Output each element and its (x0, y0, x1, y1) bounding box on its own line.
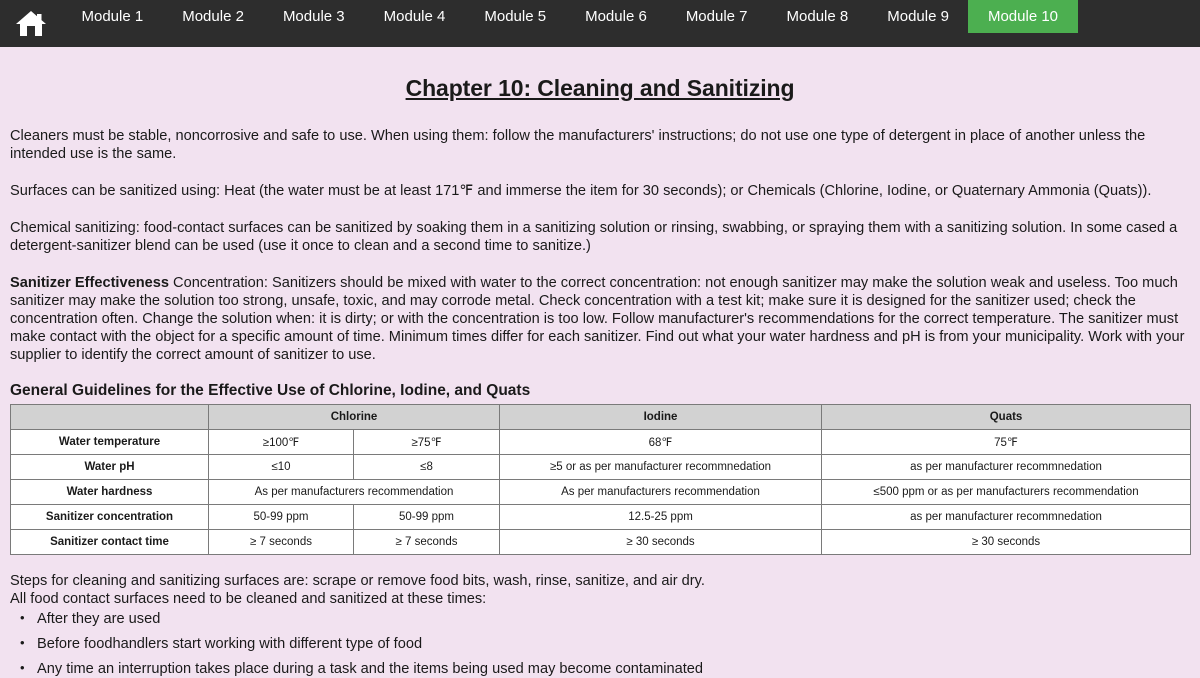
nav-item-module-10[interactable]: Module 10 (968, 0, 1077, 33)
paragraph-chemical-sanitizing (10, 219, 1190, 255)
table-row (11, 430, 1191, 455)
module-nav-list (62, 0, 1078, 47)
cell-chlorine-a: ≤10 (209, 455, 354, 480)
page-content (0, 75, 1200, 678)
steps-line-1: Steps for cleaning and sanitizing surfaces are: scrape or remove food bits, wash, rinse, sanitize, and air dry. (10, 573, 705, 589)
nav-item-module-8[interactable]: Module 8 (786, 8, 849, 25)
nav-item-module-4[interactable]: Module 4 (383, 8, 446, 25)
table-header (11, 405, 1191, 430)
table-row (11, 505, 1191, 530)
cell-chlorine-b: ≥ 7 seconds (354, 530, 500, 555)
cleaning-times-list (10, 610, 1190, 678)
cell-chlorine-b: ≤8 (354, 455, 500, 480)
table-caption: General Guidelines for the Effective Use of Chlorine, Iodine, and Quats (10, 382, 531, 399)
list-item: • Any time an interruption takes place during a task and the items being used may become contaminated (37, 660, 1190, 678)
cell-chlorine-a: ≥100℉ (209, 430, 354, 455)
table-row (11, 455, 1191, 480)
nav-item-module-6[interactable]: Module 6 (585, 8, 647, 25)
guidelines-table (10, 404, 1191, 555)
paragraph-chemical-sanitizing-text: Chemical sanitizing: food-contact surfaces can be sanitized by soaking them in a sanitizing solution or rinsing, swabbing, or spraying them with a sanitizing solution. In some cased a detergent-sanitizer blend can be used (use it once to clean and a second time to sanitize.) (10, 220, 1178, 254)
cell-quats: 75℉ (822, 430, 1191, 455)
top-navigation-bar (0, 0, 1200, 47)
sanitizer-effectiveness-lead: Sanitizer Effectiveness (10, 275, 169, 291)
cell-iodine: ≥ 30 seconds (500, 530, 822, 555)
list-item: • Before foodhandlers start working with different type of food (37, 635, 1190, 653)
home-icon[interactable] (0, 0, 62, 47)
paragraph-sanitizer-effectiveness (10, 274, 1190, 364)
cell-chlorine-b: ≥75℉ (354, 430, 500, 455)
table-body (11, 430, 1191, 555)
table-header-row (11, 405, 1191, 430)
page-title: Chapter 10: Cleaning and Sanitizing (405, 75, 795, 101)
cell-iodine: 68℉ (500, 430, 822, 455)
cell-iodine: ≥5 or as per manufacturer recommnedation (500, 455, 822, 480)
row-label-sanitizer-concentration: Sanitizer concentration (11, 505, 209, 530)
paragraph-surfaces-sanitizing: Surfaces can be sanitized using: Heat (the water must be at least 171℉ and immerse the item for 30 seconds); or Chemicals (Chlorine, Iodine, or Quaternary Ammonia (Quats)). (10, 183, 1152, 199)
cell-chlorine-merged: As per manufacturers recommendation (209, 480, 500, 505)
nav-item-module-3[interactable]: Module 3 (282, 8, 345, 25)
row-label-water-hardness: Water hardness (11, 480, 209, 505)
table-row (11, 530, 1191, 555)
cell-chlorine-a: ≥ 7 seconds (209, 530, 354, 555)
table-row (11, 480, 1191, 505)
nav-item-module-5[interactable]: Module 5 (484, 8, 547, 25)
list-item: • After they are used (37, 610, 1190, 628)
sanitizer-effectiveness-body: Concentration: Sanitizers should be mixed with water to the correct concentration: not enough sanitizer may make the solution weak and useless. Too much sanitizer may make the solution too strong, unsafe, toxic, and may corrode metal. Check concentration with a test kit; make sure it is designed for the sanitizer used; check the concentration often. Change the solution when: it is dirty; or with the concentration is too low. Follow manufacturer's recommendations for the correct temperature. The sanitizer must make contact with the object for a specific amount of time. Minimum times differ for each sanitizer. Find out what your water hardness and pH is from your municipality. Work with your supplier to identify the correct amount of sanitizer to use. (10, 275, 1185, 363)
cell-quats: as per manufacturer recommnedation (822, 455, 1191, 480)
cell-quats: ≥ 30 seconds (822, 530, 1191, 555)
cell-quats: as per manufacturer recommnedation (822, 505, 1191, 530)
cell-iodine: 12.5-25 ppm (500, 505, 822, 530)
table-header-iodine: Iodine (500, 405, 822, 430)
steps-paragraph (10, 572, 1190, 608)
nav-item-module-1[interactable]: Module 1 (81, 8, 144, 25)
nav-item-module-7[interactable]: Module 7 (685, 8, 748, 25)
paragraph-cleaners: Cleaners must be stable, noncorrosive and safe to use. When using them: follow the manufacturers' instructions; do not use one type of detergent in place of another unless the intended use is the same. (10, 128, 1146, 162)
steps-line-2: All food contact surfaces need to be cleaned and sanitized at these times: (10, 591, 487, 607)
row-label-water-ph: Water pH (11, 455, 209, 480)
row-label-sanitizer-contact-time: Sanitizer contact time (11, 530, 209, 555)
cell-chlorine-a: 50-99 ppm (209, 505, 354, 530)
nav-item-module-2[interactable]: Module 2 (182, 8, 244, 25)
cell-chlorine-b: 50-99 ppm (354, 505, 500, 530)
cell-quats: ≤500 ppm or as per manufacturers recommendation (822, 480, 1191, 505)
cell-iodine: As per manufacturers recommendation (500, 480, 822, 505)
table-header-quats: Quats (822, 405, 1191, 430)
table-header-chlorine: Chlorine (209, 405, 500, 430)
row-label-water-temperature: Water temperature (11, 430, 209, 455)
table-header-blank (11, 405, 209, 430)
nav-item-module-9[interactable]: Module 9 (887, 8, 949, 25)
